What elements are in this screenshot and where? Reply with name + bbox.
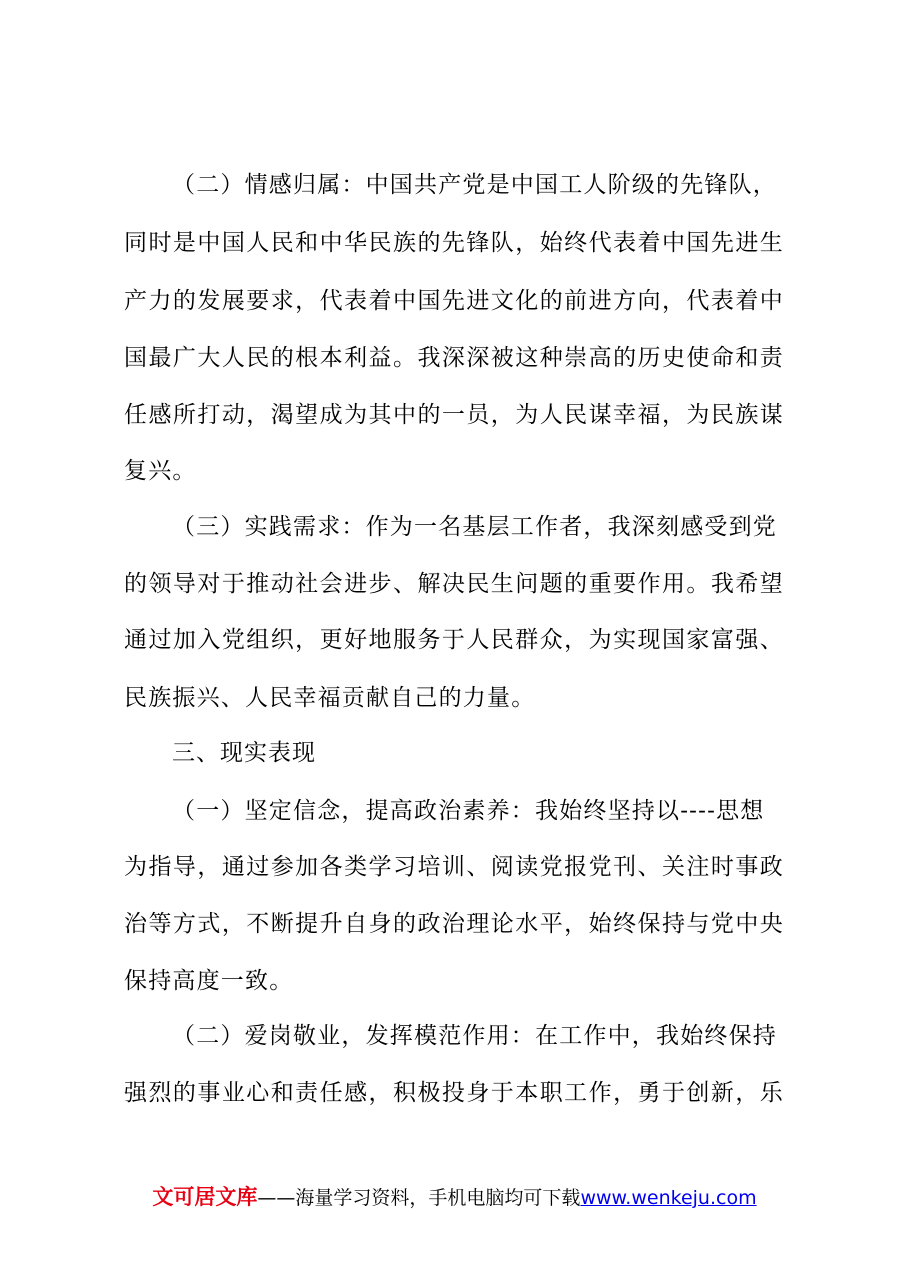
paragraph-line: （二）爱岗敬业，发挥模范作用：在工作中，我始终保持 (172, 1023, 777, 1049)
paragraph-line: 强烈的事业心和责任感，积极投身于本职工作，勇于创新，乐 (124, 1080, 784, 1106)
paragraph-line: 民族振兴、人民幸福贡献自己的力量。 (124, 685, 536, 711)
paragraph-line: 的领导对于推动社会进步、解决民生问题的重要作用。我希望 (124, 571, 784, 597)
paragraph-line: 国最广大人民的根本利益。我深深被这种崇高的历史使命和责 (124, 345, 784, 371)
section-heading: 三、现实表现 (172, 740, 316, 766)
paragraph-line: 复兴。 (124, 458, 197, 484)
paragraph-line: 通过加入党组织，更好地服务于人民群众，为实现国家富强、 (124, 627, 784, 653)
paragraph-line: 同时是中国人民和中华民族的先锋队，始终代表着中国先进生 (124, 230, 784, 256)
paragraph-line: 为指导，通过参加各类学习培训、阅读党报党刊、关注时事政 (124, 854, 784, 880)
brand-name: 文可居文库 (152, 1185, 258, 1209)
website-link[interactable]: www.wenkeju.com (580, 1187, 757, 1209)
paragraph-line: （一）坚定信念，提高政治素养：我始终坚持以----思想 (172, 798, 765, 824)
paragraph-line: 治等方式，不断提升自身的政治理论水平，始终保持与党中央 (124, 911, 784, 937)
paragraph-line: 保持高度一致。 (124, 968, 294, 994)
paragraph-line: 任感所打动，渴望成为其中的一员，为人民谋幸福，为民族谋 (124, 402, 784, 428)
paragraph-line: （二）情感归属：中国共产党是中国工人阶级的先锋队， (172, 172, 777, 198)
footer-banner (0, 1183, 909, 1212)
footer-slogan: ——海量学习资料，手机电脑均可下载 (257, 1187, 581, 1209)
paragraph-line: 产力的发展要求，代表着中国先进文化的前进方向，代表着中 (124, 288, 784, 314)
paragraph-line: （三）实践需求：作为一名基层工作者，我深刻感受到党 (172, 514, 777, 540)
